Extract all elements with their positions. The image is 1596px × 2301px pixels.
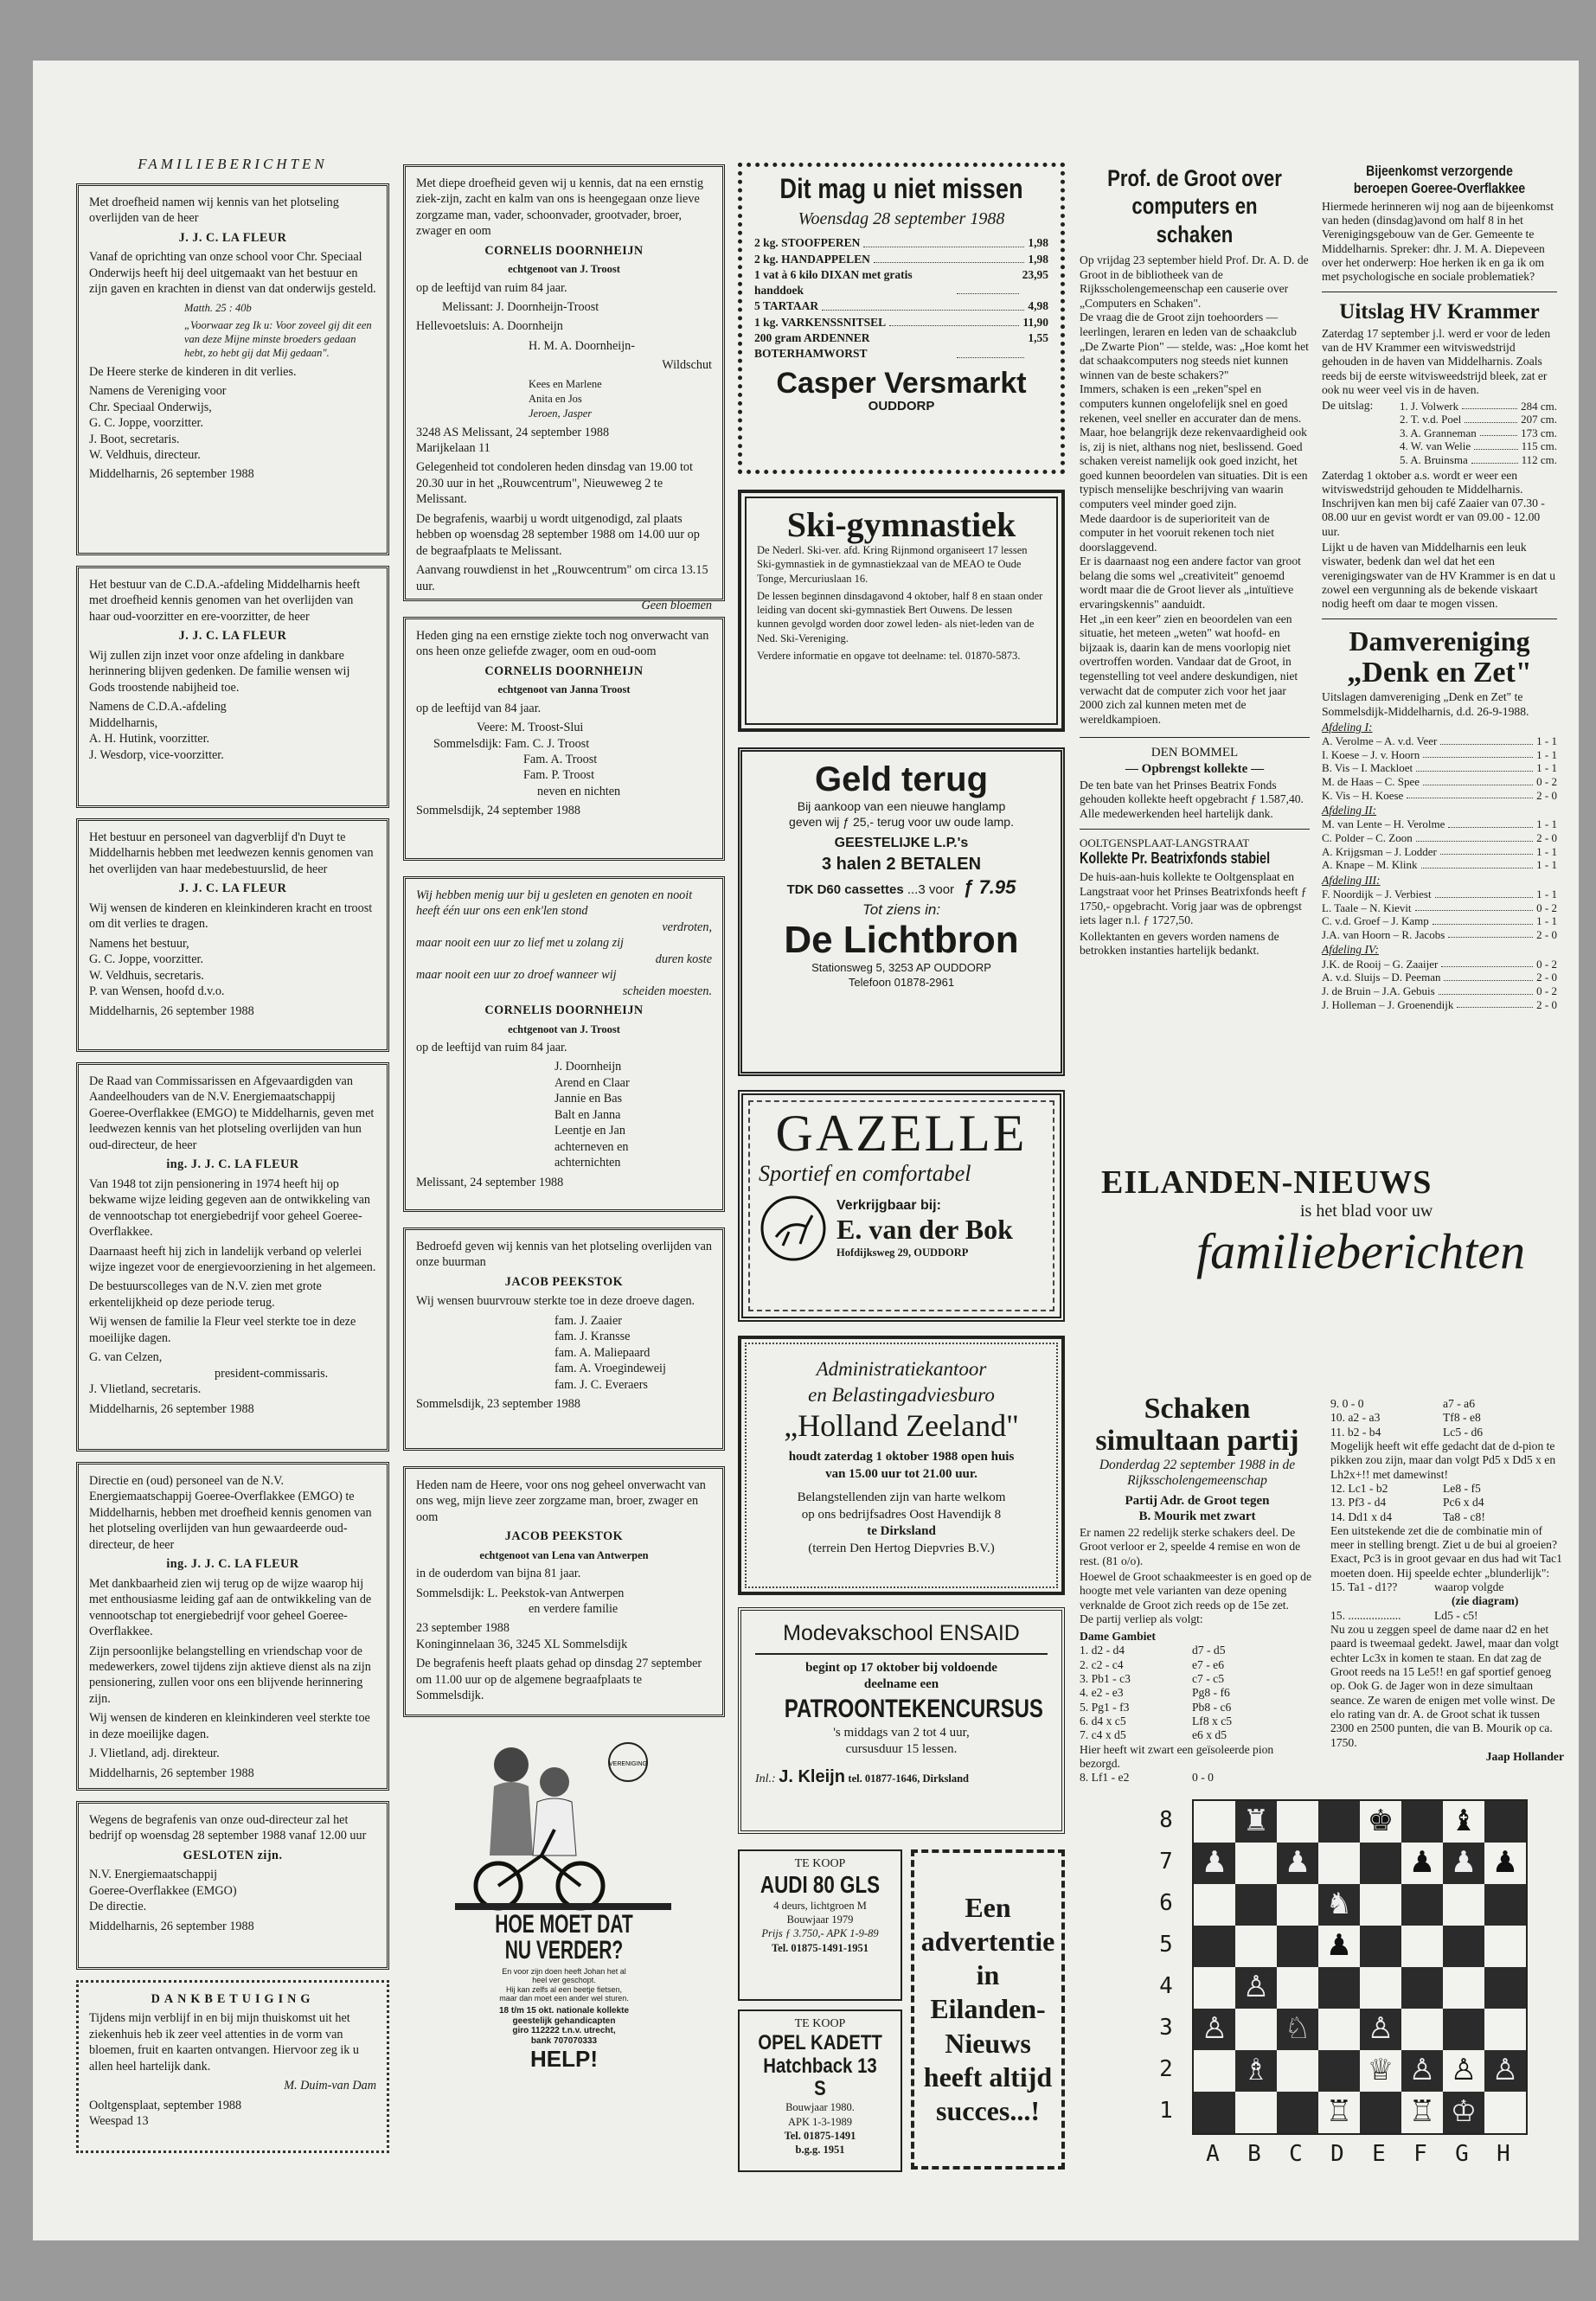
chess-square <box>1235 1884 1277 1926</box>
move-row <box>1330 1426 1564 1439</box>
dam-score: 0 - 2 <box>1536 957 1557 971</box>
chess-square <box>1484 2092 1526 2133</box>
dam-score: 0 - 2 <box>1536 901 1557 914</box>
chess-square <box>1484 1801 1526 1843</box>
dam-dots <box>1435 888 1534 898</box>
dam-score: 1 - 1 <box>1536 858 1557 872</box>
chess-square: ♘ <box>1277 2009 1318 2050</box>
dam-dots <box>1423 748 1533 759</box>
price-dots <box>889 315 1019 327</box>
dam-dots <box>1444 971 1533 981</box>
chess-square: ♙ <box>1484 2050 1526 2092</box>
dam-players: A. Verolme – A. v.d. Veer <box>1322 734 1438 748</box>
ad-opel: TE KOOP OPEL KADETT Hatchback 13 S Bouwjaar 1980. APK 1-3-1989 Tel. 01875-1491 b.g.g. 1951 <box>738 2009 902 2172</box>
chess-square: ♙ <box>1443 2050 1484 2092</box>
dam-row <box>1322 914 1557 928</box>
dam-score: 0 - 2 <box>1536 984 1557 997</box>
chess-square <box>1484 2009 1526 2050</box>
move-black: e7 - e6 <box>1192 1657 1224 1671</box>
chess-square <box>1277 1801 1318 1843</box>
result-row <box>1400 439 1557 453</box>
article-bijeenkomst: Bijeenkomst verzorgende beroepen Goeree-Overflakkee Hiermede herinneren wij nog aan de bijeenkomst van heden (dinsdag)avond om half 8 in het Verenigingsgebouw van de Ger. Gemeente te Middelharnis. Spreker: dhr. J. M. A. Diepeveen over het onderwerp: Hoe herken ik en ga ik om met psychologische en sociale problematiek? <box>1322 163 1554 284</box>
chess-square <box>1484 1967 1526 2009</box>
result-row <box>1400 400 1557 413</box>
chess-square <box>1235 1926 1277 1967</box>
dam-players: J.K. de Rooij – G. Zaaijer <box>1322 957 1439 971</box>
price-row <box>754 235 1048 251</box>
dam-group-label: Afdeling IV: <box>1322 943 1379 957</box>
chess-square <box>1235 2009 1277 2050</box>
dam-row <box>1322 775 1557 789</box>
file-labels <box>1192 2141 1524 2167</box>
result-dots <box>1471 453 1518 464</box>
dam-group-label: Afdeling I: <box>1322 720 1373 734</box>
chess-square <box>1360 2092 1401 2133</box>
chess-square <box>1443 1884 1484 1926</box>
result-name: 2. T. v.d. Poel <box>1400 413 1462 426</box>
price-dots <box>863 235 1024 247</box>
ad-gazelle: GAZELLE Sportief en comfortabel Verkrijgbaar bij: E. van der Bok Hofdijksweg 29, OUDDORP <box>738 1090 1065 1322</box>
ad-ensaid: Modevakschool ENSAID begint op 17 oktober bij voldoende deelname een PATROONTEKENCURSUS 's middags van 2 tot 4 uur, cursusduur 15 lessen. Inl.: J. Kleijn tel. 01877-1646, Dirksland <box>738 1607 1065 1834</box>
dam-dots <box>1407 789 1533 799</box>
result-value: 115 cm. <box>1521 439 1557 453</box>
dam-players: J.A. van Hoorn – R. Jacobs <box>1322 927 1445 941</box>
notice-dankbetuiging: DANKBETUIGING Tijdens mijn verblijf in en bij mijn thuiskomst uit het ziekenhuis heb ik zeer veel attenties in de vorm van bloemen, fruit en kaarten ontvangen. Hiervoor zeg ik u allen heel hartelijk dank. M. Duim-van Dam Ooltgensplaat, september 1988 Weespad 13 <box>76 1980 389 2153</box>
price-value: 1,55 <box>1028 331 1048 345</box>
move-white: 1. d2 - d4 <box>1080 1644 1125 1657</box>
dam-score: 1 - 1 <box>1536 747 1557 761</box>
chess-square <box>1194 2092 1235 2133</box>
chess-square <box>1277 2092 1318 2133</box>
chess-square: ♞ <box>1318 1884 1360 1926</box>
result-dots <box>1462 400 1517 410</box>
notice-doornheijn-family: Met diepe droefheid geven wij u kennis, dat na een ernstig ziek-zijn, zacht en kalm van ons is heengegaan onze lieve zorgzame man, vader, schoonvader, grootvader, broer, zwager en oom CORNELIS DOORNHEIJN echtgenoot van J. Troost op de leeftijd van ruim 84 jaar. Melissant: J. Doornheijn-Troost Hellevoetsluis: A. Doornheijn H. M. A. Doornheijn- Wildschut Kees en Marlene Anita en Jos Jeroen, Jasper 3248 AS Melissant, 24 september 1988 Marijkelaan 11 Gelegenheid tot condoleren heden dinsdag van 19.00 tot 20.30 uur in het „Rouwcentrum", Nieuweweg 2 te Melissant. De begrafenis, waarbij u wordt uitgenodigd, zal plaats hebben op woensdag 28 september 1988 om 14.00 uur op de begraafplaats te Melissant. Aanvang rouwdienst in het „Rouwcentrum" om circa 13.15 uur. Geen bloemen <box>403 164 725 601</box>
ad-casper-versmarkt: Dit mag u niet missen Woensdag 28 september 1988 2 kg. STOOFPEREN 1,98 2 kg. HANDAPPELEN 1,98 1 vat à 6 kilo DIXAN met gratis handdoek 23,95 5 TARTAAR 4,98 1 kg. VARKENSSNITSEL 11,90 200 gram ARDENNER BOTERHAMWORST 1,55 Casper Versmarkt OUDDORP <box>738 163 1065 474</box>
result-name: 3. A. Granneman <box>1400 426 1477 439</box>
notice-laFleur-dagverblijf: Het bestuur en personeel van dagverblijf d'n Duyt te Middelharnis hebben met leedwezen kennis genomen van het overlijden van haar medebestuurslid, de heer J. J. C. LA FLEUR Wij wensen de kinderen en kleinkinderen kracht en troost om dit verlies te dragen. Namens het bestuur, G. C. Joppe, voorzitter. W. Veldhuis, secretaris. P. van Wensen, hoofd d.v.o. Middelharnis, 26 september 1988 <box>76 818 389 1052</box>
dam-dots <box>1457 998 1533 1009</box>
price-value: 23,95 <box>1022 268 1048 282</box>
chess-square <box>1318 2009 1360 2050</box>
price-row <box>754 298 1048 314</box>
column-2 <box>403 164 725 2073</box>
price-dots <box>822 298 1024 311</box>
notice-emgo-closed: Wegens de begrafenis van onze oud-directeur zal het bedrijf op woensdag 28 september 1988 vanaf 12.00 uur GESLOTEN zijn. N.V. Energiemaatschappij Goeree-Overflakkee (EMGO) De directie. Middelharnis, 26 september 1988 <box>76 1801 389 1970</box>
article-schaken: Schaken simultaan partij Donderdag 22 september 1988 in de Rijksscholengemeenschap Partij Adr. de Groot tegen B. Mourik met zwart Er namen 22 redelijk sterke schakers deel. De Groot verloor er 2, speelde 4 remise en won de rest. (81 o/o). Hoewel de Groot schaakmeester is en goed op de hoogte met vele varianten van deze opening verknalde de Groot zich reeds op de 15e zet. De partij verliep als volgt: Dame Gambiet 1. d2 - d4 d7 - d5 2. c2 - c4 e7 - e6 3. Pb1 - c3 c7 - c5 4. e2 - e3 Pg8 - f6 5. Pg1 - f3 Pb8 - c6 6. d4 x c5 Lf8 x c5 7. c4 x d5 e6 x d5 Hier heeft wit zwart een geïsoleerde pion bezorgd. 8. Lf1 - e2 0 - 0 <box>1080 1393 1315 1785</box>
chess-square: ♟ <box>1194 1843 1235 1884</box>
price-label: 2 kg. HANDAPPELEN <box>754 252 870 266</box>
chess-square: ♚ <box>1360 1801 1401 1843</box>
rank-label: 5 <box>1159 1932 1173 1958</box>
dam-row <box>1322 734 1557 748</box>
price-label: 200 gram ARDENNER BOTERHAMWORST <box>754 331 870 361</box>
eilanden-nieuws-banner: EILANDEN-NIEUWS is het blad voor uw familieberichten <box>1101 1164 1526 1279</box>
dam-players: A. Krijgsman – J. Lodder <box>1322 844 1437 858</box>
dam-row <box>1322 888 1557 901</box>
notice-doornheijn-poem: Wij hebben menig uur bij u gesleten en genoten en nooit heeft één uur ons een enk'len stond verdroten, maar nooit een uur zo lief met u zolang zij duren koste maar nooit een uur zo droef wanneer wij scheiden moesten. CORNELIS DOORNHEIJN echtgenoot van J. Troost op de leeftijd van ruim 84 jaar. J. Doornheijn Arend en Claar Jannie en Bas Balt en Janna Leentje en Jan achterneven en achternichten Melissant, 24 september 1988 <box>403 876 725 1212</box>
notice-laFleur-emgo-directie: Directie en (oud) personeel van de N.V. Energiemaatschappij Goeree-Overflakkee (EMGO) te Middelharnis, hebben met droefheid kennis genomen van het plotseling overlijden van hun gewaardeerde oud-directeur, de heer ing. J. J. C. LA FLEUR Met dankbaarheid zien wij terug op de wijze waarop hij met enthousiasme leiding gaf aan de ontwikkeling van de vennootschap tot energiebedrijf voor geheel Goeree-Overflakkee. Zijn persoonlijke belangstelling en vriendschap voor de medewerkers, zowel tijdens zijn aktieve dienst als na zijn pensionering, zullen voor ons een blijvende herinnering zijn. Wij wensen de kinderen en kleinkinderen veel sterkte toe in deze moeilijke dagen. J. Vlietland, adj. direkteur. Middelharnis, 26 september 1988 <box>76 1462 389 1791</box>
dam-dots <box>1448 928 1533 939</box>
dam-players: M. de Haas – C. Spee <box>1322 774 1420 788</box>
result-dots <box>1474 439 1517 450</box>
result-name: 5. A. Bruinsma <box>1400 452 1468 466</box>
result-value: 173 cm. <box>1521 426 1557 439</box>
article-den-bommel: DEN BOMMEL — Opbrengst kollekte — De ten bate van het Prinses Beatrix Fonds gehouden kollekte heeft opgebracht ƒ 1.587,40. Alle medewerkenden heel hartelijk dank. <box>1080 746 1304 820</box>
dam-group-label: Afdeling II: <box>1322 804 1377 817</box>
dam-players: A. Knape – M. Klink <box>1322 858 1418 872</box>
chess-square <box>1235 2092 1277 2133</box>
chess-square <box>1401 2009 1443 2050</box>
column-3 <box>738 163 1065 2176</box>
chess-square: ♟ <box>1401 1843 1443 1884</box>
move-black: Pc6 x d4 <box>1443 1496 1484 1509</box>
dam-score: 1 - 1 <box>1536 888 1557 901</box>
dam-dots <box>1433 914 1533 925</box>
chess-square: ♝ <box>1443 1801 1484 1843</box>
dam-dots <box>1440 845 1533 856</box>
dam-row <box>1322 858 1557 872</box>
chess-square <box>1318 1967 1360 2009</box>
notice-peekstok-buren: Bedroefd geven wij kennis van het plotseling overlijden van onze buurman JACOB PEEKSTOK Wij wensen buurvrouw sterkte toe in deze droeve dagen. fam. J. Zaaier fam. J. Kransse fam. A. Maliepaard fam. A. Vroegindeweij fam. J. C. Everaers Sommelsdijk, 23 september 1988 <box>403 1227 725 1451</box>
charity-photo <box>403 1734 725 1912</box>
dam-score: 2 - 0 <box>1536 971 1557 984</box>
dam-players: B. Vis – I. Mackloet <box>1322 761 1413 775</box>
chess-square <box>1401 1801 1443 1843</box>
chess-square <box>1484 1926 1526 1967</box>
move-black: a7 - a6 <box>1443 1397 1475 1410</box>
chess-square: ♔ <box>1443 2092 1484 2133</box>
column-5 <box>1322 163 1557 1011</box>
move-black: Pb8 - c6 <box>1192 1700 1232 1714</box>
price-label: 5 TARTAAR <box>754 299 819 313</box>
dam-row <box>1322 817 1557 831</box>
dam-dots <box>1439 984 1533 995</box>
result-dots <box>1480 426 1517 437</box>
result-value: 284 cm. <box>1521 399 1557 413</box>
move-white: 4. e2 - e3 <box>1080 1686 1124 1700</box>
chess-square <box>1194 1801 1235 1843</box>
dam-results <box>1322 721 1557 1011</box>
dam-score: 1 - 1 <box>1536 761 1557 775</box>
chess-square <box>1360 1926 1401 1967</box>
dam-players: C. v.d. Groef – J. Kamp <box>1322 914 1429 928</box>
move-white: 3. Pb1 - c3 <box>1080 1672 1131 1686</box>
file-label: C <box>1289 2141 1303 2167</box>
price-list <box>754 235 1048 361</box>
result-dots <box>1465 413 1517 423</box>
result-name: 4. W. van Welie <box>1400 439 1471 453</box>
chess-square <box>1277 1884 1318 1926</box>
article-ooltgensplaat: OOLTGENSPLAAT-LANGSTRAAT Kollekte Pr. Beatrixfonds stabiel De huis-aan-huis kollekte te Ooltgensplaat en Langstraat voor het Prinses Beatrixfonds heeft ƒ 1750,- opgebracht. Vorig jaar was de opbrengst iets lager n.l. ƒ 1727,50. Kollektanten en gevers worden namens de betrokken instanties hartelijk bedankt. <box>1080 836 1307 958</box>
dam-players: C. Polder – C. Zoon <box>1322 831 1413 845</box>
chess-square <box>1277 1967 1318 2009</box>
rank-label: 6 <box>1159 1890 1173 1916</box>
chess-square <box>1484 1884 1526 1926</box>
dam-dots <box>1440 734 1533 745</box>
dam-row <box>1322 958 1557 971</box>
move-white: 7. c4 x d5 <box>1080 1728 1126 1742</box>
move-white: 2. c2 - c4 <box>1080 1657 1124 1671</box>
move-black: d7 - d5 <box>1192 1644 1226 1657</box>
chess-square <box>1443 1926 1484 1967</box>
chess-square <box>1401 1926 1443 1967</box>
dam-row <box>1322 789 1557 803</box>
move-row <box>1330 1496 1564 1509</box>
move-black: c7 - c5 <box>1192 1672 1224 1686</box>
rank-label: 8 <box>1159 1807 1173 1833</box>
charity-help: HELP! <box>530 2046 598 2073</box>
dam-players: K. Vis – H. Koese <box>1322 788 1404 802</box>
move-white: 9. 0 - 0 <box>1330 1397 1364 1410</box>
move-row <box>1080 1644 1315 1657</box>
chess-square <box>1360 1884 1401 1926</box>
section-heading: FAMILIEBERICHTEN <box>138 156 328 172</box>
chess-square: ♟ <box>1443 1843 1484 1884</box>
dam-row <box>1322 984 1557 998</box>
price-row <box>754 267 1048 298</box>
rank-label: 7 <box>1159 1849 1173 1875</box>
result-value: 112 cm. <box>1521 452 1557 466</box>
price-label: 1 kg. VARKENSSNITSEL <box>754 315 887 329</box>
rank-labels <box>1149 1799 1183 2131</box>
result-value: 207 cm. <box>1521 413 1557 426</box>
dam-players: M. van Lente – H. Verolme <box>1322 817 1445 831</box>
notice-laFleur-school: Met droefheid namen wij kennis van het plotseling overlijden van de heer J. J. C. LA FLEUR Vanaf de oprichting van onze school voor Chr. Speciaal Onderwijs heeft hij deel uitgemaakt van het bestuur en zijn gaven en krachten in dienst van dat onderwijs gesteld. Matth. 25 : 40b „Voorwaar zeg Ik u: Voor zoveel gij dit een van deze Mijne minste broeders gedaan hebt, zo hebt gij dat Mij gedaan". De Heere sterke de kinderen in dit verlies. Namens de Vereniging voor Chr. Speciaal Onderwijs, G. C. Joppe, voorzitter. J. Boot, secretaris. W. Veldhuis, directeur. Middelharnis, 26 september 1988 <box>76 183 389 555</box>
dam-score: 1 - 1 <box>1536 817 1557 831</box>
dam-players: J. de Bruin – J.A. Gebuis <box>1322 984 1435 997</box>
chess-square: ♖ <box>1318 2092 1360 2133</box>
classifieds <box>738 1849 1065 2176</box>
dam-dots <box>1421 858 1534 868</box>
ad-holland-zeeland: Administratiekantoor en Belastingadviesburo „Holland Zeeland" houdt zaterdag 1 oktober 1988 open huis van 15.00 uur tot 21.00 uur. Belangstellenden zijn van harte welkom op ons bedrijfsadres Oost Havendijk 8 te Dirksland (terrein Den Hertog Diepvries B.V.) <box>738 1336 1065 1595</box>
move-black: Ta8 - c8! <box>1443 1509 1485 1523</box>
price-dots <box>957 267 1019 294</box>
dam-score: 1 - 1 <box>1536 844 1557 858</box>
move-white: 11. b2 - b4 <box>1330 1425 1381 1439</box>
chess-square <box>1443 2009 1484 2050</box>
chess-square <box>1318 1843 1360 1884</box>
dam-dots <box>1416 831 1533 842</box>
file-label: A <box>1206 2141 1220 2167</box>
chess-diagram <box>1149 1799 1564 2206</box>
chess-square: ♟ <box>1318 1926 1360 1967</box>
move-row <box>1330 1482 1564 1496</box>
notice-laFleur-emgo-raad: De Raad van Commissarissen en Afgevaardigden van Aandeelhouders van de N.V. Energiemaatschappij Goeree-Overflakkee (EMGO) te Middelharnis, geven met leedwezen kennis van het plotseling overlijden van hun oud-directeur, de heer ing. J. J. C. LA FLEUR Van 1948 tot zijn pensionering in 1974 heeft hij op bekwame wijze leiding gegeven aan de ontwikkeling van de vennootschap tot energiebedrijf voor geheel Goeree-Overflakkee. Daarnaast heeft hij zich in landelijk verband op velerlei wijze ingezet voor de energievoorziening in het algemeen. De bestuurscolleges van de N.V. zien met grote erkentelijkheid op deze periode terug. Wij wensen de familie la Fleur veel sterkte toe in deze moeilijke dagen. G. van Celzen, president-commissaris. J. Vlietland, secretaris. Middelharnis, 26 september 1988 <box>76 1062 389 1452</box>
dam-dots <box>1415 901 1534 912</box>
move-black: e6 x d5 <box>1192 1728 1227 1742</box>
gazelle-logo-icon <box>759 1194 828 1263</box>
move-black: Lc5 - d6 <box>1443 1425 1484 1439</box>
chess-square <box>1194 1884 1235 1926</box>
dam-score: 0 - 2 <box>1536 774 1557 788</box>
chess-square <box>1443 1967 1484 2009</box>
article-hv-krammer: Uitslag HV Krammer Zaterdag 17 september j.l. werd er voor de leden van de HV Krammer een witviswedstrijd gehouden in de haven van Middelharnis. Zoals reeds bij de eerste witvisweedstrijd bleek, zat er ook nu weer veel vis in de haven. De uitslag: 1. J. Volwerk 284 cm. 2. T. v.d. Poel 207 cm. 3. A. Granneman 173 cm. 4. W. van Welie 115 cm. 5. A. Bruinsma 112 cm. Zaterdag 1 oktober a.s. wordt er weer een witviswedstrijd gehouden te Middelharnis. Inschrijven kan men bij café Zaaier van 07.30 - 08.00 uur en gevist wordt er van 09.00 - 12.00 uur. Lijkt u de haven van Middelharnis een leuk viswater, bedenk dan wel dat het een verenigingswater van de HV Krammer is en dat u zowel een vergunning als de bekende viskaart nodig heeft om daar te mogen vissen. <box>1322 299 1557 611</box>
price-row <box>754 315 1048 330</box>
ad-de-lichtbron: Geld terug Bij aankoop van een nieuwe hanglamp geven wij ƒ 25,- terug voor uw oude lamp. GEESTELIJKE L.P.'s 3 halen 2 BETALEN TDK D60 cassettes ...3 voor ƒ 7.95 Tot ziens in: De Lichtbron Stationsweg 5, 3253 AP OUDDORP Telefoon 01878-2961 <box>738 747 1065 1076</box>
dam-row <box>1322 831 1557 845</box>
ad-ski-gymnastiek: Ski-gymnastiek De Nederl. Ski-ver. afd. Kring Rijnmond organiseert 17 lessen Ski-gymnastiek in de gymnastiekzaal van de MEAO te Oude Tonge, Mercuriuslaan 16. De lessen beginnen dinsdagavond 4 oktober, half 8 en staan onder leiding van docent ski-gymnastiek Bert Ouwens. De lessen kunnen gevolgd worden door zowel leden- als niet-leden van de Ned. Ski-Vereniging. Verdere informatie en opgave tot deelname: tel. 01870-5873. <box>738 490 1065 732</box>
file-label: G <box>1455 2141 1469 2167</box>
dam-dots <box>1423 775 1533 785</box>
column-4 <box>1080 164 1310 958</box>
chess-square <box>1401 1884 1443 1926</box>
result-row <box>1400 453 1557 467</box>
dam-row <box>1322 998 1557 1012</box>
move-row <box>1080 1728 1315 1742</box>
article-schaken-cont: 9. 0 - 0 a7 - a6 10. a2 - a3 Tf8 - e8 11. b2 - b4 Lc5 - d6 Mogelijk heeft wit effe gedacht dat de d-pion te pikken zou zijn, maar dan volgt Pd5 x Dd5 x en Lh2x+!! met damewinst! 12. Lc1 - b2 Le8 - f5 13. Pf3 - d4 Pc6 x d4 14. Dd1 x d4 Ta8 - c8! Een uitstekende zet die de combinatie min of meer in stelling brengt. Ziet u de bui al groeien? Exact, Pc3 is in groot gevaar en dus had wit Tac1 moeten doen. Hij speelde echter „blunderlijk": 15. Ta1 - d1?? waarop volgde (zie diagram) 15. .................. Ld5 - c5! Nu zou u zeggen speel de dame naar d2 en het paard is tweemaal gedekt. Jawel, maar dan volgt echter Lc3x in komen te staan. En dat zag de Groot reeds na 15 Le5!! en gaf sportief genoeg op. Ook G. de Jager won in deze simultaan seance. Ze waren de enigen met volle winst. De elo rating van dr. A. de Groot schat ik tussen 2300 en 2500 punten, die van B. Mourik op ca. 1750. Jaap Hollander <box>1330 1397 1564 1763</box>
result-row <box>1400 426 1557 440</box>
price-value: 1,98 <box>1028 252 1048 266</box>
chess-square: ♙ <box>1194 2009 1235 2050</box>
dam-players: J. Holleman – J. Groenendijk <box>1322 997 1454 1011</box>
ad-een-advertentie: Een advertentie in Eilanden-Nieuws heeft altijd succes...! <box>911 1849 1065 2170</box>
chessboard <box>1192 1799 1528 2135</box>
move-row <box>1080 1686 1315 1700</box>
move-row <box>1080 1672 1315 1686</box>
move-row <box>1080 1658 1315 1672</box>
move-black: Le8 - f5 <box>1443 1481 1481 1495</box>
move-white: 5. Pg1 - f3 <box>1080 1700 1130 1714</box>
notice-doornheijn-troost: Heden ging na een ernstige ziekte toch nog onverwacht van ons heen onze geliefde zwager, oom en oud-oom CORNELIS DOORNHEIJN echtgenoot van Janna Troost op de leeftijd van 84 jaar. Veere: M. Troost-Slui Sommelsdijk: Fam. C. J. Troost Fam. A. Troost Fam. P. Troost neven en nichten Sommelsdijk, 24 september 1988 <box>403 617 725 861</box>
notice-laFleur-cda: Het bestuur van de C.D.A.-afdeling Middelharnis heeft met droefheid kennis genomen van het overlijden van haar oud-voorzitter en ere-voorzitter, de heer J. J. C. LA FLEUR Wij zullen zijn inzet voor onze afdeling in dankbare herinnering blijven gedenken. De familie wensen wij Gods troostende nabijheid toe. Namens de C.D.A.-afdeling Middelharnis, A. H. Hutink, voorzitter. J. Wesdorp, vice-voorzitter. <box>76 566 389 808</box>
price-dots <box>874 252 1024 264</box>
dam-players: I. Koese – J. v. Hoorn <box>1322 747 1420 761</box>
newspaper-page <box>33 61 1579 2240</box>
move-row <box>1330 1397 1564 1411</box>
price-row <box>754 330 1048 361</box>
article-prof-de-groot: Prof. de Groot over computers en schaken Op vrijdag 23 september hield Prof. Dr. A. D. de Groot in de bibliotheek van de Rijksscholengemeenschap een causerie over „Computers en Schaken". De vraag die de Groot zijn toehoorders — leerlingen, leraren en leden van de schaakclub „De Zwarte Pion" — stelde, was: „Hoe komt het dat schaakcomputers nog steeds niet kunnen winnen van de beste schakers?" Immers, schaken is een „reken"spel en computers kunnen ongelofelijk snel en goed rekenen, veel sneller en accurater dan de mens. Maar, hoe belangrijk deze rekenvaardigheid ook is, zij is niet, althans nog niet, beslissend. Goed schaken vereist namelijk ook goed inzicht, het goed kunnen beoordelen van situaties. Dit is een typisch menselijke beschrijving van waarin computers veel minder goed zijn. Mede daardoor is de superioriteit van de computer in het vooruit rekenen toch niet doorslaggevend. Er is daarnaast nog een andere factor van groot belang die soms wel „creativiteit" genoemd wordt maar die de Groot liever als „intuïtieve ervaringskennis" aanduidt. Het „in een keer" zien en beoordelen van een situatie, het meteen „weten" wat hoofd- en bijzaak is, daarin kan de mens voorlopig niet overtroffen worden. Vandaar dat de Groot, in tegenstelling tot veel andere deskundigen, niet verwacht dat de computer zich voor het jaar 2000 zich zal kunnen meten met de wereldkampioen. <box>1080 165 1309 726</box>
dam-row <box>1322 971 1557 984</box>
chess-square: ♙ <box>1360 2009 1401 2050</box>
chess-square <box>1360 1967 1401 2009</box>
price-label: 2 kg. STOOFPEREN <box>754 236 861 250</box>
move-list-3 <box>1330 1482 1564 1524</box>
dam-row <box>1322 748 1557 762</box>
dam-score: 1 - 1 <box>1536 914 1557 928</box>
chess-square: ♕ <box>1360 2050 1401 2092</box>
chess-square <box>1235 1843 1277 1884</box>
rank-label: 4 <box>1159 1973 1173 1999</box>
move-white: 6. d4 x c5 <box>1080 1715 1126 1728</box>
chess-square: ♜ <box>1235 1801 1277 1843</box>
result-row <box>1400 413 1557 426</box>
dam-row <box>1322 901 1557 915</box>
move-black: Tf8 - e8 <box>1443 1411 1481 1425</box>
dam-score: 2 - 0 <box>1536 831 1557 845</box>
dam-score: 2 - 0 <box>1536 927 1557 941</box>
move-row <box>1330 1411 1564 1425</box>
chess-square: ♙ <box>1401 2050 1443 2092</box>
dam-dots <box>1448 817 1533 828</box>
file-label: H <box>1497 2141 1510 2167</box>
chess-square: ♙ <box>1235 1967 1277 2009</box>
move-row <box>1080 1715 1315 1728</box>
dam-score: 2 - 0 <box>1536 997 1557 1011</box>
dam-group-label: Afdeling III: <box>1322 873 1381 887</box>
dam-score: 1 - 1 <box>1536 734 1557 748</box>
chess-square <box>1277 1926 1318 1967</box>
dam-row <box>1322 928 1557 942</box>
move-row <box>1330 1510 1564 1524</box>
chess-square: ♖ <box>1401 2092 1443 2133</box>
chess-square <box>1318 1801 1360 1843</box>
rank-label: 2 <box>1159 2056 1173 2082</box>
file-label: E <box>1372 2141 1386 2167</box>
svg-text:VERENIGING: VERENIGING <box>609 1761 647 1767</box>
article-damvereniging: Damvereniging „Denk en Zet" Uitslagen damvereniging „Denk en Zet" te Sommelsdijk-Middelharnis, d.d. 26-9-1988. Afdeling I: A. Verolme – A. v.d. Veer 1 - 1 I. Koese – J. v. Hoorn 1 - 1 B. Vis – I. Mackloet 1 - 1 M. de Haas – C. Spee 0 - 2 K. Vis – H. Koese 2 - 0 Afdeling II: M. van Lente – H. Verolme 1 - 1 C. Polder – C. Zoon 2 - 0 A. Krijgsman – J. Lodder 1 - 1 A. Knape – M. Klink 1 - 1 Afdeling III: F. Noordijk – J. Verbiest 1 - 1 L. Taale – N. Kievit 0 - 2 C. v.d. Groef – J. Kamp 1 - 1 J.A. van Hoorn – R. Jacobs 2 - 0 Afdeling IV: J.K. de Rooij – G. Zaaijer 0 - 2 A. v.d. Sluijs – D. Peeman 2 - 0 J. de Bruin – J.A. Gebuis 0 - 2 J. Holleman – J. Groenendijk 2 - 0 <box>1322 625 1557 1011</box>
move-white: 10. a2 - a3 <box>1330 1411 1381 1425</box>
price-value: 4,98 <box>1028 299 1048 313</box>
dam-players: A. v.d. Sluijs – D. Peeman <box>1322 971 1441 984</box>
chess-square <box>1194 2050 1235 2092</box>
result-name: 1. J. Volwerk <box>1400 399 1459 413</box>
move-black: Pg8 - f6 <box>1192 1686 1230 1700</box>
chess-square <box>1277 2050 1318 2092</box>
ad-audi: TE KOOP AUDI 80 GLS 4 deurs, lichtgroen M Bouwjaar 1979 Prijs ƒ 3.750,- APK 1-9-89 Tel. 01875-1491-1951 <box>738 1849 902 2001</box>
chess-square <box>1401 1967 1443 2009</box>
dam-players: F. Noordijk – J. Verbiest <box>1322 888 1432 901</box>
price-value: 11,90 <box>1022 315 1048 329</box>
charity-headline-1: HOE MOET DAT <box>495 1910 633 1939</box>
file-label: F <box>1413 2141 1427 2167</box>
chess-square: ♗ <box>1235 2050 1277 2092</box>
chess-square <box>1194 1926 1235 1967</box>
chess-square: ♟ <box>1277 1843 1318 1884</box>
rank-label: 1 <box>1159 2098 1173 2124</box>
rank-label: 3 <box>1159 2015 1173 2041</box>
dam-players: L. Taale – N. Kievit <box>1322 901 1412 914</box>
hv-results <box>1400 400 1557 467</box>
dam-score: 2 - 0 <box>1536 788 1557 802</box>
chess-square: ♟ <box>1484 1843 1526 1884</box>
price-row <box>754 252 1048 267</box>
price-dots <box>957 330 1024 357</box>
move-white: 13. Pf3 - d4 <box>1330 1496 1387 1509</box>
dam-row <box>1322 761 1557 775</box>
price-label: 1 vat à 6 kilo DIXAN met gratis handdoek <box>754 268 913 297</box>
file-label: D <box>1330 2141 1344 2167</box>
move-list-2 <box>1330 1397 1564 1439</box>
dam-dots <box>1416 761 1533 772</box>
move-list <box>1080 1644 1315 1742</box>
move-black: Lf8 x c5 <box>1192 1715 1233 1728</box>
file-label: B <box>1247 2141 1261 2167</box>
move-white: 14. Dd1 x d4 <box>1330 1509 1392 1523</box>
price-value: 1,98 <box>1028 236 1048 250</box>
chess-square <box>1194 1967 1235 2009</box>
move-row <box>1080 1701 1315 1715</box>
notice-peekstok-family: Heden nam de Heere, voor ons nog geheel onverwacht van ons weg, mijn lieve zeer zorgzame man, broer, zwager en oom JACOB PEEKSTOK echtgenoot van Lena van Antwerpen in de ouderdom van bijna 81 jaar. Sommelsdijk: L. Peekstok-van Antwerpen en verdere familie 23 september 1988 Koninginnelaan 36, 3245 XL Sommelsdijk De begrafenis heeft plaats gehad op dinsdag 27 september om 11.00 uur op de algemene begraafplaats te Sommelsdijk. <box>403 1466 725 1717</box>
charity-ad: VERENIGING HOE MOET DAT NU VERDER? En voor zijn doen heeft Johan het al heel ver geschopt. Hij kan zelfs al een beetje fietsen, maar dan moet een ander wel sturen. 18 t/m 15 okt. nationale kollekte geestelijk gehandicapten giro 112222 t.n.v. utrecht, bank 707070333 HELP! <box>403 1734 725 2046</box>
move-white: 12. Lc1 - b2 <box>1330 1481 1388 1495</box>
charity-headline-2: NU VERDER? <box>504 1936 624 1965</box>
chess-square <box>1360 1843 1401 1884</box>
chess-square <box>1318 2050 1360 2092</box>
dam-dots <box>1441 958 1533 968</box>
dam-row <box>1322 845 1557 859</box>
column-1 <box>76 156 389 2153</box>
